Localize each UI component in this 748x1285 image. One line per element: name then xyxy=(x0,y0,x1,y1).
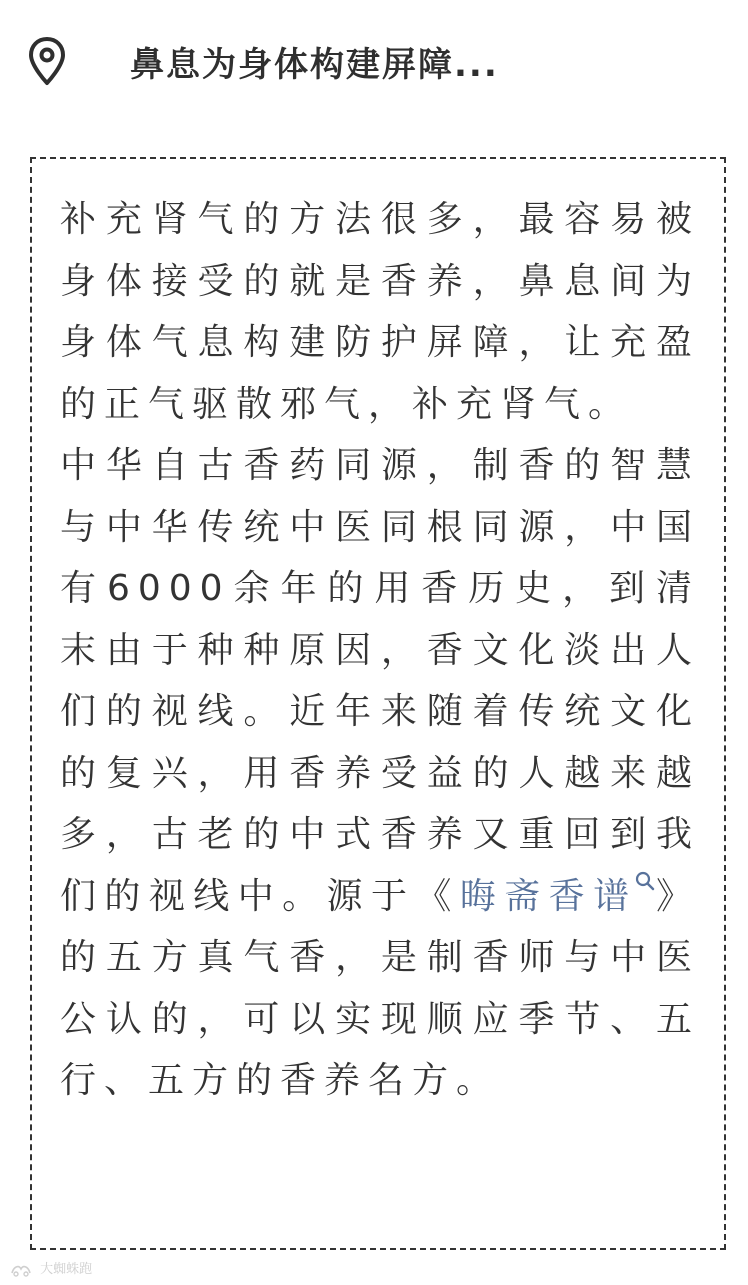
search-link-label: 晦斋香谱 xyxy=(459,875,638,917)
watermark xyxy=(10,1260,92,1280)
watermark-logo-icon xyxy=(10,1263,32,1277)
page-title: 鼻息为身体构建屏障... xyxy=(130,45,499,85)
search-icon xyxy=(634,870,656,892)
article-paragraph-2 xyxy=(60,435,700,1112)
paragraph-2-text-after-link: 》的五方真气香，是制香师与中医公认的，可以实现顺应季节、五行、五方的香养名方。 xyxy=(60,875,700,1101)
location-pin-icon xyxy=(27,36,67,86)
search-link[interactable] xyxy=(460,876,656,917)
article-card xyxy=(30,157,726,1250)
article-paragraph-1: 补充肾气的方法很多，最容易被身体接受的就是香养，鼻息间为身体气息构建防护屏障，让充盈的正气驱散邪气，补充肾气。 xyxy=(60,199,700,425)
paragraph-2-text-before-link: 中华自古香药同源，制香的智慧与中华传统中医同根同源，中国有6000余年的用香历史，到清末由于种种原因，香文化淡出人们的视线。近年来随着传统文化的复兴，用香养受益的人越来越多，古老的中式香养又重回到我们的视线中。源于《 xyxy=(60,445,700,917)
header xyxy=(0,0,748,120)
watermark-text: 大蜘蛛跑 xyxy=(40,1262,93,1277)
